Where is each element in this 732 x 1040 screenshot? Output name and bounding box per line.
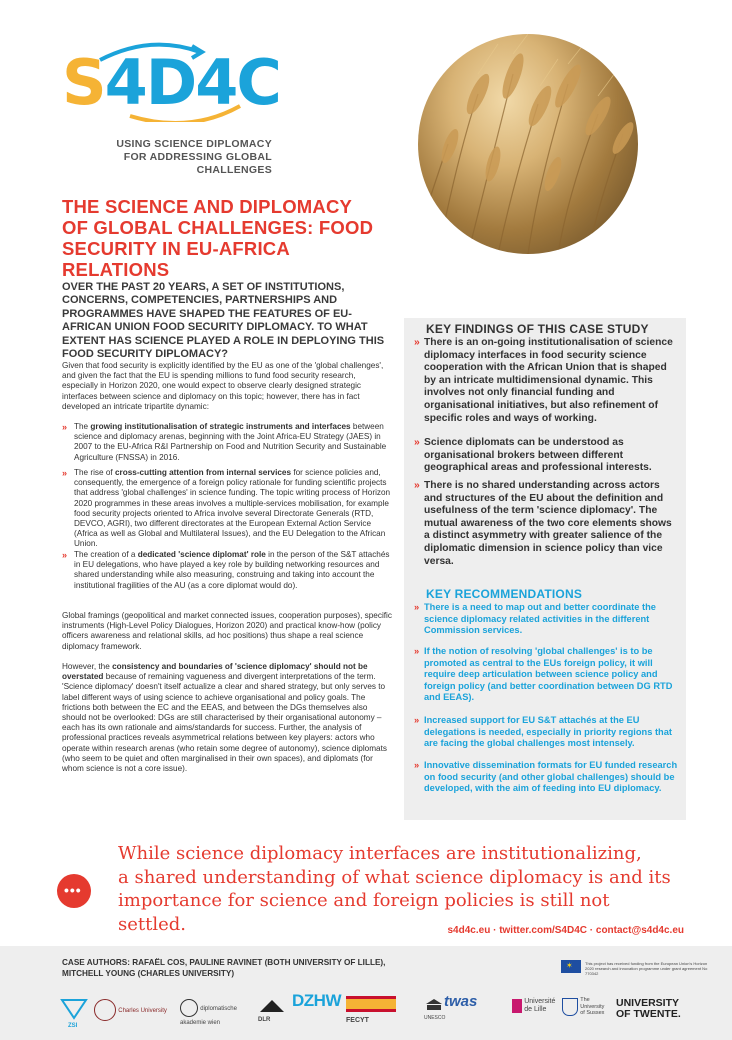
s4d4c-logo bbox=[60, 42, 290, 122]
bullet-arrow-icon: » bbox=[414, 480, 420, 491]
shield-icon bbox=[562, 998, 578, 1016]
body-bullet-2: » The rise of cross-cutting attention from internal services for science policies and, consequently, the emergence of a foreign policy rationale for funding scientific projects that address 'global challenges' in science funding. The topic writing process of Horizon 2020 programmes in these areas involves a multiple-services mobilisation, for example food security projects oriented to Africa involve several Directorate Generals (RTD, DEVCO, AGRI), two different directorates at the European External Action Service (Africa as well as Global and Multilateral Issues), and the EU Delegation to the African Union. bbox=[62, 468, 391, 549]
tagline: USING SCIENCE DIPLOMACY FOR ADDRESSING GLOBAL CHALLENGES bbox=[116, 138, 272, 176]
seal-icon bbox=[180, 999, 198, 1017]
charles-university-logo: Charles University bbox=[94, 999, 174, 1021]
speech-bubble-icon: ••• bbox=[57, 874, 91, 908]
body-paragraph-1: Given that food security is explicitly identified by the EU as one of the 'global challenges', and given the fact that the EU is spending millions to fund food security research, especially in Horizon 2020, one would expect to observe clearly designed strategic interfaces between science and diplomacy on this topic; however, there has in fact developed an intricate tripartite dynamic: bbox=[62, 361, 384, 411]
unesco-temple-icon bbox=[424, 998, 444, 1012]
page-title: THE SCIENCE AND DIPLOMACY OF GLOBAL CHALLENGES: FOOD SECURITY IN EU-AFRICA RELATIONS bbox=[62, 196, 374, 280]
bullet-arrow-icon: » bbox=[414, 646, 420, 656]
body-paragraph-2: Global framings (geopolitical and market connected issues, cooperation purposes), specific instruments (High-Level Policy Dialogues, Horizon 2020) and practical know-how (policy officers awareness and relational skills, ad hoc positions) thus shape a real science diplomacy framework. bbox=[62, 611, 392, 651]
universite-de-lille-logo: Université de Lille bbox=[512, 998, 562, 1014]
intro-paragraph: OVER THE PAST 20 YEARS, A SET OF INSTITUTIONS, CONCERNS, COMPETENCIES, PARTNERSHIPS AND PROGRAMMES HAVE SHAPED THE FEATURES OF EU-AFRICAN UNION FOOD SECURITY DIPLOMACY. TO WHAT EXTENT HAS SCIENCE PLAYED A ROLE IN DEPLOYING THIS FOOD SECURITY DIPLOMACY? bbox=[62, 281, 385, 361]
case-authors: CASE AUTHORS: RAFAËL COS, PAULINE RAVINET (BOTH UNIVERSITY OF LILLE), MITCHELL YOUNG (CHARLES UNIVERSITY) bbox=[62, 958, 386, 978]
body-bullet-1: » The growing institutionalisation of strategic instruments and interfaces between science and diplomacy arenas, beginning with the Joint Africa-EU Strategy (JAES) in 2007 to the EU-Africa R&I Partnership on Food and Nutrition Security and Sustainable Agriculture (FNSSA) in 2016. bbox=[62, 422, 387, 462]
key-finding-item: » There is an on-going institutionalisation of science diplomacy interfaces in food security science cooperation with the African Union that is shaped by an intricate multidimensional dynamic. This involves not only financial funding and organisational initiatives, but also refinement of specific roles and ways of working. bbox=[414, 337, 673, 424]
key-recommendation-item: » If the notion of resolving 'global challenges' is to be promoted as central to the EUs foreign policy, it will require deep articulation between science policy and foreign policy (and better coordination between DG RTD and EEAS). bbox=[414, 646, 673, 703]
eu-flag-icon: ✶ bbox=[561, 960, 581, 973]
seal-icon bbox=[94, 999, 116, 1021]
logo-letter-s: S bbox=[62, 46, 105, 119]
key-recommendation-item: » There is a need to map out and better coordinate the science diplomacy related activities in the different Commission services. bbox=[414, 602, 656, 636]
logo-digit-4b: 4 bbox=[195, 46, 237, 119]
bullet-arrow-icon: » bbox=[62, 422, 68, 432]
body-bullet-3: » The creation of a dedicated 'science diplomat' role in the person of the S&T attachés in EU delegations, who have played a key role by building networking resources and shared understanding while also measuring, construing and taking into account the institutional fragilities of the AU (as a core diplomat would do). bbox=[62, 550, 390, 590]
funding-notice: This project has received funding from the European Union's Horizon 2020 research and innovation programme under grant agreement No 770342 bbox=[585, 961, 708, 976]
bullet-arrow-icon: » bbox=[414, 337, 420, 348]
fecyt-logo: FECYT bbox=[346, 996, 402, 1025]
bullet-arrow-icon: » bbox=[414, 437, 420, 448]
dlr-icon bbox=[258, 998, 286, 1014]
wheat-image bbox=[418, 34, 638, 254]
twas-logo: twas bbox=[444, 993, 478, 1010]
key-finding-item: » There is no shared understanding across actors and structures of the EU about the definition and usefulness of the term 'science diplomacy'. The mutual awareness of the two core elements shows a distinct asymmetry with greater salience of the diplomatic dimension in science policy than vice versa. bbox=[414, 480, 672, 567]
key-recommendation-item: » Innovative dissemination formats for EU funded research on food security (and other global challenges) should be developed, with the aim of feeding into EU diplomacy. bbox=[414, 760, 678, 794]
bullet-arrow-icon: » bbox=[62, 468, 68, 478]
bullet-arrow-icon: » bbox=[414, 715, 420, 725]
bullet-arrow-icon: » bbox=[414, 760, 420, 770]
zsi-triangle-icon bbox=[60, 998, 88, 1020]
pull-quote: While science diplomacy interfaces are institutionalizing, a shared understanding of what science diplomacy is and its importance for science and foreign policies is still not settled. bbox=[118, 843, 671, 935]
key-recommendation-item: » Increased support for EU S&T attachés at the EU delegations is needed, especially in priority regions that are facing the global challenges most intensely. bbox=[414, 715, 672, 749]
unesco-logo: UNESCO bbox=[424, 998, 458, 1023]
contact-links[interactable]: s4d4c.eu · twitter.com/S4D4C · contact@s4d4c.eu bbox=[447, 925, 684, 936]
wheat-field-photo bbox=[418, 34, 638, 254]
lille-block-icon bbox=[512, 999, 522, 1013]
bullet-arrow-icon: » bbox=[62, 550, 68, 560]
dlr-logo: DLR bbox=[258, 998, 288, 1025]
logo-digit-4: 4 bbox=[104, 46, 146, 119]
diplomatische-akademie-logo: diplomatische akademie wien bbox=[180, 999, 250, 1028]
university-of-sussex-logo: The University of Sussex bbox=[562, 997, 612, 1017]
spain-flag-icon bbox=[346, 996, 396, 1012]
bullet-arrow-icon: » bbox=[414, 602, 420, 612]
body-paragraph-3: However, the consistency and boundaries of 'science diplomacy' should not be overstated because of remaining vagueness and divergent interpretations of the term. 'Science diplomacy' doesn't itself actualize a clear and shared strategy, but only serves to label different ways of using science to achieve organisational and policy goals. The frictions both between the EC and the EEAS, and between the DGs themselves also should not be overlooked: DGs are still characterised by their organisational autonomy – each has its own rationale and aims/standards for success. Further, the analysis of professional practices reveals asymmetrical relations between key players: actors who operate within research arenas (who retain some degree of autonomy), science diplomats (who seem to be quiet and often marginalised in their own spaces), and diplomats (for whom science is not a core issue). bbox=[62, 662, 387, 774]
logo-letter-d: D bbox=[145, 46, 196, 119]
key-finding-item: » Science diplomats can be understood as organisational brokers between different geographical areas and professional interests. bbox=[414, 437, 652, 474]
university-of-twente-logo: UNIVERSITY OF TWENTE. bbox=[616, 997, 681, 1020]
logo-letter-c: C bbox=[236, 46, 280, 119]
zsi-logo: ZSI bbox=[60, 998, 88, 1031]
key-findings-heading: KEY FINDINGS OF THIS CASE STUDY bbox=[426, 322, 649, 336]
key-recommendations-heading: KEY RECOMMENDATIONS bbox=[426, 587, 583, 601]
dzhw-logo: DZHW bbox=[292, 991, 341, 1010]
